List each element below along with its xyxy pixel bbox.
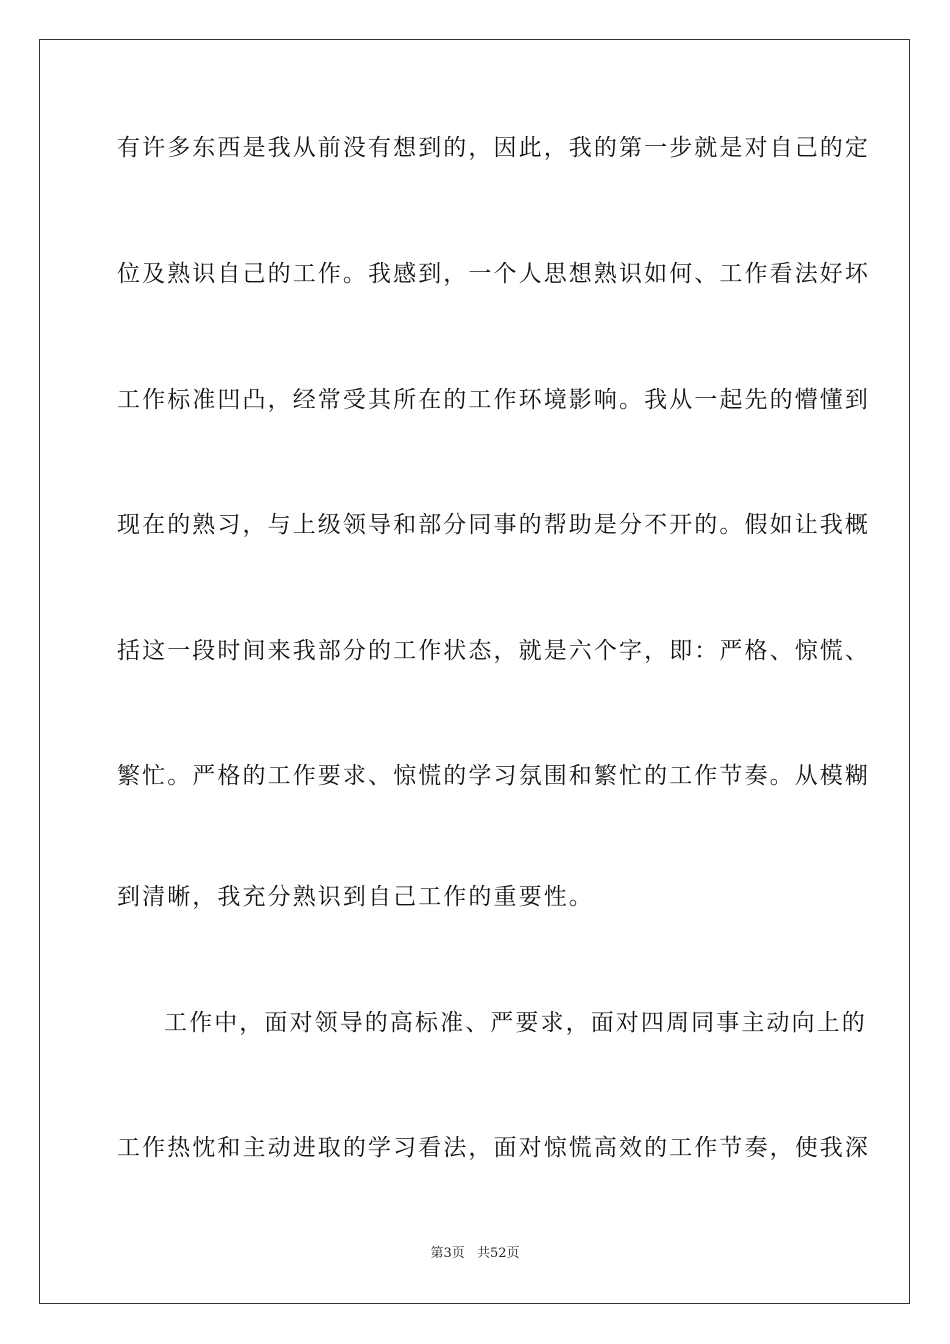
body-text-line-8-indented: 工作中，面对领导的高标准、严要求，面对四周同事主动向上的: [164, 1010, 867, 1036]
body-text-line-4: 现在的熟习，与上级领导和部分同事的帮助是分不开的。假如让我概: [117, 512, 870, 538]
body-text-line-1: 有许多东西是我从前没有想到的，因此，我的第一步就是对自己的定: [117, 135, 870, 161]
page-number: 第3页: [430, 1246, 465, 1261]
body-text-line-5: 括这一段时间来我部分的工作状态，就是六个字，即：严格、惊慌、: [117, 638, 870, 664]
page-frame: [39, 39, 910, 1304]
body-text-line-9: 工作热忱和主动进取的学习看法，面对惊慌高效的工作节奏，使我深: [117, 1135, 870, 1161]
page-total: 共52页: [476, 1246, 520, 1261]
body-text-line-3: 工作标准凹凸，经常受其所在的工作环境影响。我从一起先的懵懂到: [117, 387, 870, 413]
page-footer: [0, 1245, 950, 1263]
body-text-line-7: 到清晰，我充分熟识到自己工作的重要性。: [117, 884, 594, 910]
body-text-line-6: 繁忙。严格的工作要求、惊慌的学习氛围和繁忙的工作节奏。从模糊: [117, 763, 870, 789]
body-text-line-2: 位及熟识自己的工作。我感到，一个人思想熟识如何、工作看法好坏: [117, 261, 870, 287]
